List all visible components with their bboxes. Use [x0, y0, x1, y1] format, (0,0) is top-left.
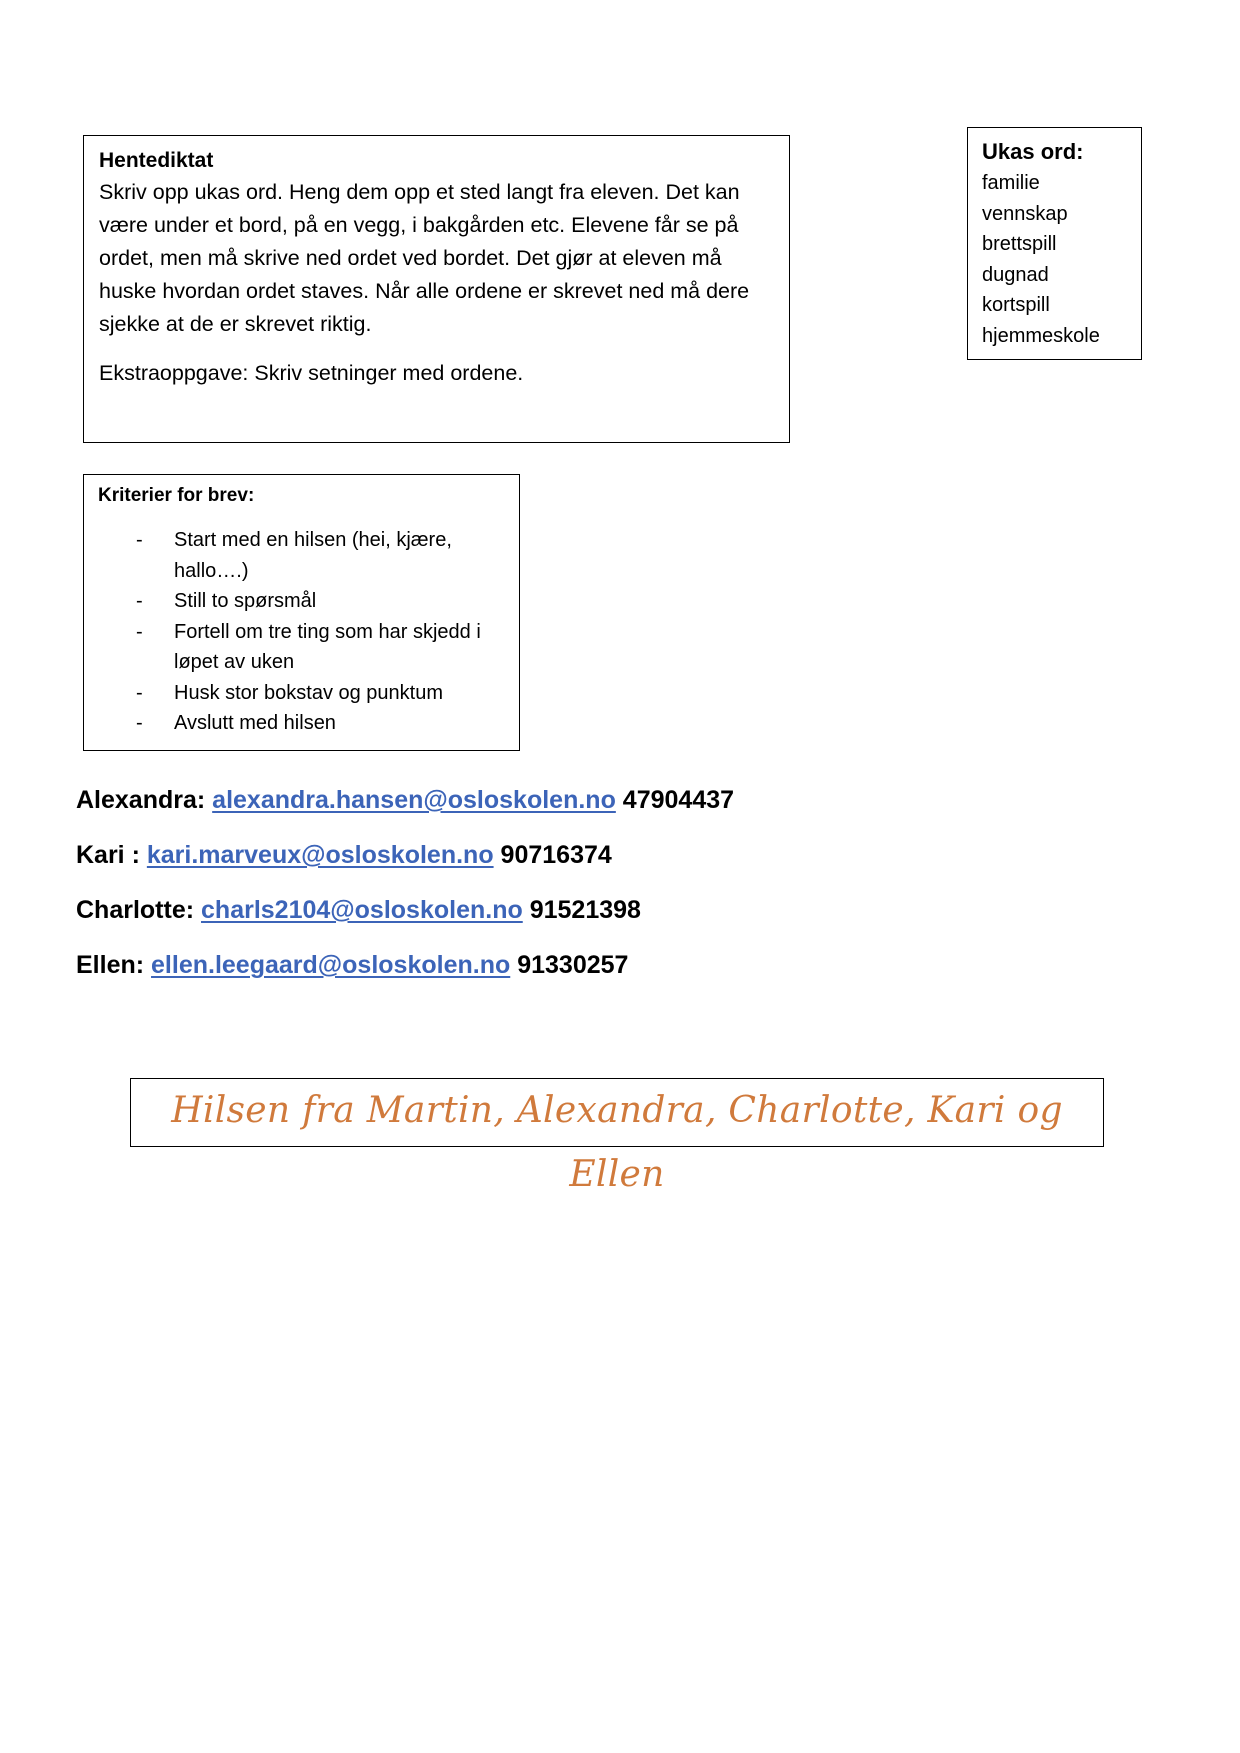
dash-bullet: -	[136, 620, 143, 643]
list-item	[98, 617, 505, 678]
list-item	[98, 525, 505, 586]
contact-name: Charlotte:	[76, 896, 195, 924]
ukas-ord-title: Ukas ord:	[982, 139, 1084, 164]
dash-bullet: -	[136, 590, 143, 612]
contact-list	[76, 782, 1076, 1002]
list-item	[98, 586, 505, 617]
contact-name: Kari :	[76, 841, 140, 869]
greeting-text: Hilsen fra Martin, Alexandra, Charlotte, Kari og Ellen	[171, 1090, 1063, 1195]
word-item: familie	[982, 172, 1040, 194]
list-item-text: Avslutt med hilsen	[174, 712, 336, 734]
list-item-text: Fortell om tre ting som har skjedd i løpet av uken	[174, 620, 481, 673]
hentediktat-extra: Ekstraoppgave: Skriv setninger med ordene.	[99, 361, 524, 385]
hentediktat-box	[83, 135, 790, 443]
contact-phone: 91521398	[529, 896, 641, 924]
contact-phone: 90716374	[500, 841, 612, 869]
list-item	[98, 678, 505, 709]
word-item: vennskap	[982, 202, 1068, 225]
kriterier-title: Kriterier for brev:	[98, 485, 255, 506]
contact-email-link[interactable]: ellen.leegaard@osloskolen.no	[151, 951, 511, 979]
list-item-text: Still to spørsmål	[174, 590, 317, 612]
contact-row-ellen	[76, 947, 1076, 1002]
contact-email-link[interactable]: kari.marveux@osloskolen.no	[146, 841, 494, 869]
word-item: kortspill	[982, 294, 1050, 316]
kriterier-list	[98, 525, 505, 739]
dash-bullet: -	[136, 529, 143, 551]
word-item: brettspill	[982, 233, 1057, 255]
word-list	[982, 168, 1127, 351]
contact-row-kari	[76, 837, 1076, 892]
contact-row-alexandra	[76, 782, 1076, 837]
list-item	[98, 708, 505, 739]
list-item-text: Husk stor bokstav og punktum	[174, 681, 444, 704]
word-item: dugnad	[982, 263, 1049, 286]
contact-row-charlotte	[76, 892, 1076, 947]
ukas-ord-box	[967, 127, 1142, 360]
contact-phone: 47904437	[622, 786, 735, 814]
contact-name: Ellen:	[76, 951, 145, 979]
contact-phone: 91330257	[517, 951, 629, 979]
contact-email-link[interactable]: charls2104@osloskolen.no	[201, 896, 523, 924]
kriterier-box	[83, 474, 520, 751]
contact-name: Alexandra:	[76, 786, 206, 814]
hentediktat-title: Hentediktat	[99, 149, 214, 172]
word-item: hjemmeskole	[982, 324, 1100, 347]
contact-email-link[interactable]: alexandra.hansen@osloskolen.no	[212, 786, 616, 814]
dash-bullet: -	[136, 681, 143, 704]
list-item-text: Start med en hilsen (hei, kjære, hallo….)	[174, 529, 452, 582]
greeting-box	[130, 1078, 1104, 1195]
hentediktat-body: Skriv opp ukas ord. Heng dem opp et sted langt fra eleven. Det kan være under et bord, på en vegg, i bakgården etc. Elevene får se på ordet, men må skrive ned ordet ved bordet. Det gjør at eleven må huske hvordan ordet staves. Når alle ordene er skrevet ned må dere sjekke at de er skrevet riktig.	[99, 180, 750, 336]
dash-bullet: -	[136, 712, 143, 734]
